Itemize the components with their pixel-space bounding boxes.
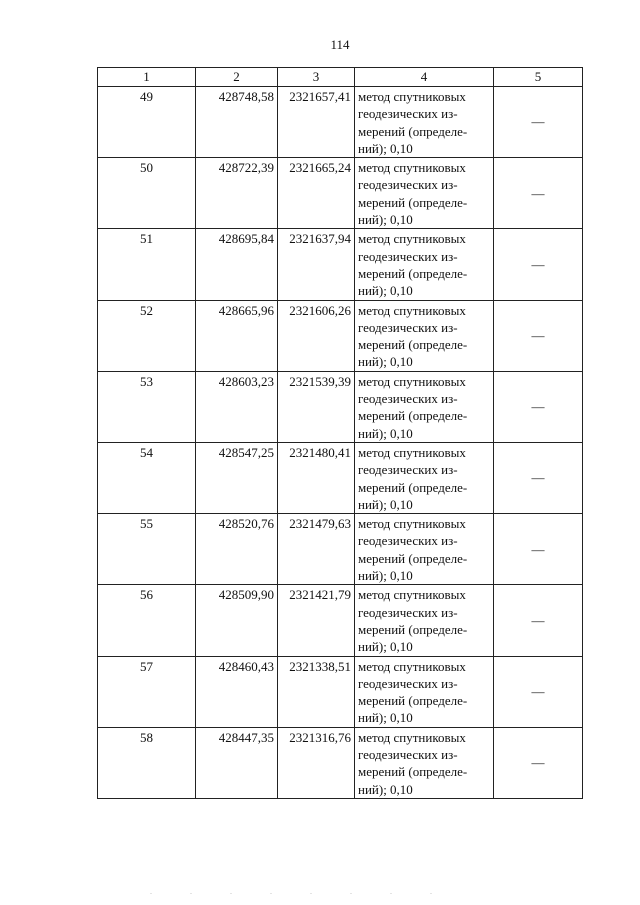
x-coordinate-cell: 428603,23 <box>196 371 278 442</box>
method-cell: метод спутниковых геодезических из- мерений (определе- ний); 0,10 <box>355 371 494 442</box>
point-number-cell: 53 <box>98 371 196 442</box>
point-number-cell: 49 <box>98 87 196 158</box>
table-row <box>98 371 583 442</box>
table-row <box>98 300 583 371</box>
x-coordinate-cell: 428547,25 <box>196 442 278 513</box>
y-coordinate-cell: 2321479,63 <box>278 514 355 585</box>
point-number-cell: 56 <box>98 585 196 656</box>
note-cell: — <box>494 727 583 798</box>
column-header-1: 1 <box>98 68 196 87</box>
y-coordinate-cell: 2321539,39 <box>278 371 355 442</box>
method-cell: метод спутниковых геодезических из- мерений (определе- ний); 0,10 <box>355 442 494 513</box>
point-number-cell: 52 <box>98 300 196 371</box>
point-number-cell: 54 <box>98 442 196 513</box>
table-row <box>98 727 583 798</box>
note-cell: — <box>494 300 583 371</box>
table-row <box>98 229 583 300</box>
note-cell: — <box>494 158 583 229</box>
x-coordinate-cell: 428722,39 <box>196 158 278 229</box>
method-cell: метод спутниковых геодезических из- мерений (определе- ний); 0,10 <box>355 87 494 158</box>
note-cell: — <box>494 229 583 300</box>
column-header-5: 5 <box>494 68 583 87</box>
x-coordinate-cell: 428520,76 <box>196 514 278 585</box>
y-coordinate-cell: 2321657,41 <box>278 87 355 158</box>
x-coordinate-cell: 428509,90 <box>196 585 278 656</box>
table-row <box>98 158 583 229</box>
method-cell: метод спутниковых геодезических из- мерений (определе- ний); 0,10 <box>355 585 494 656</box>
note-cell: — <box>494 585 583 656</box>
note-cell: — <box>494 87 583 158</box>
y-coordinate-cell: 2321421,79 <box>278 585 355 656</box>
y-coordinate-cell: 2321316,76 <box>278 727 355 798</box>
column-header-3: 3 <box>278 68 355 87</box>
y-coordinate-cell: 2321480,41 <box>278 442 355 513</box>
note-cell: — <box>494 514 583 585</box>
method-cell: метод спутниковых геодезических из- мерений (определе- ний); 0,10 <box>355 300 494 371</box>
method-cell: метод спутниковых геодезических из- мерений (определе- ний); 0,10 <box>355 727 494 798</box>
x-coordinate-cell: 428447,35 <box>196 727 278 798</box>
y-coordinate-cell: 2321338,51 <box>278 656 355 727</box>
table-row <box>98 442 583 513</box>
y-coordinate-cell: 2321637,94 <box>278 229 355 300</box>
table-header-row <box>98 68 583 87</box>
point-number-cell: 58 <box>98 727 196 798</box>
x-coordinate-cell: 428460,43 <box>196 656 278 727</box>
table-row <box>98 656 583 727</box>
x-coordinate-cell: 428748,58 <box>196 87 278 158</box>
point-number-cell: 55 <box>98 514 196 585</box>
x-coordinate-cell: 428695,84 <box>196 229 278 300</box>
point-number-cell: 50 <box>98 158 196 229</box>
method-cell: метод спутниковых геодезических из- мерений (определе- ний); 0,10 <box>355 158 494 229</box>
method-cell: метод спутниковых геодезических из- мерений (определе- ний); 0,10 <box>355 229 494 300</box>
column-header-4: 4 <box>355 68 494 87</box>
column-header-2: 2 <box>196 68 278 87</box>
note-cell: — <box>494 442 583 513</box>
note-cell: — <box>494 656 583 727</box>
table-row <box>98 87 583 158</box>
x-coordinate-cell: 428665,96 <box>196 300 278 371</box>
table-row <box>98 514 583 585</box>
scan-artifacts: . . . . . . . . <box>150 887 450 896</box>
page-number: 114 <box>330 37 350 52</box>
note-cell: — <box>494 371 583 442</box>
method-cell: метод спутниковых геодезических из- мерений (определе- ний); 0,10 <box>355 514 494 585</box>
y-coordinate-cell: 2321606,26 <box>278 300 355 371</box>
coordinates-table <box>97 67 583 799</box>
table-row <box>98 585 583 656</box>
point-number-cell: 57 <box>98 656 196 727</box>
method-cell: метод спутниковых геодезических из- мерений (определе- ний); 0,10 <box>355 656 494 727</box>
point-number-cell: 51 <box>98 229 196 300</box>
y-coordinate-cell: 2321665,24 <box>278 158 355 229</box>
